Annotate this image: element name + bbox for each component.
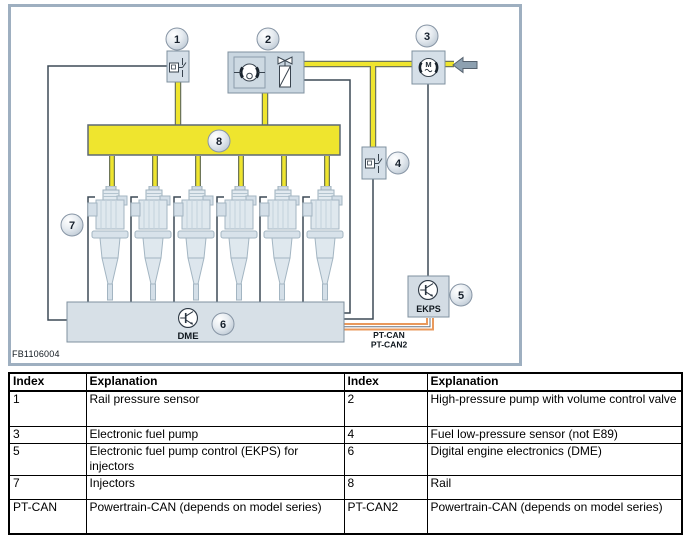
pt-can2-label: PT-CAN2 [370,339,408,350]
figure-code: FB1106004 [12,349,60,359]
table-cell: 6 [344,444,427,476]
table-cell: 3 [9,427,86,444]
header-explanation-left: Explanation [86,373,344,391]
callout-1 [166,28,188,50]
svg-text:5: 5 [457,290,465,302]
table-cell: 4 [344,427,427,444]
header-index-right: Index [344,373,427,391]
header-index-left: Index [9,373,86,391]
transistor-icon [179,309,198,328]
table-cell: Rail pressure sensor [86,391,344,427]
table-row [9,427,682,444]
volume-control-valve-icon [278,57,292,87]
callout-3 [416,25,438,47]
table-cell: Digital engine electronics (DME) [427,444,682,476]
table-cell: 1 [9,391,86,427]
rail-pressure-sensor-box [167,51,189,82]
callout-6 [212,313,234,335]
electric-motor-icon [420,59,438,77]
transistor-icon [419,281,438,300]
ekps-box [408,276,449,317]
motor-letter: M [425,60,432,69]
svg-text:1: 1 [173,34,181,46]
table-header-row [9,373,682,391]
table-cell: 7 [9,476,86,500]
fuel-low-pressure-sensor-box [362,147,386,179]
legend-table [8,372,683,535]
high-pressure-pump-box [228,52,304,93]
table-cell: Rail [427,476,682,500]
dme-box [67,302,344,342]
svg-text:2: 2 [264,34,272,46]
svg-text:3: 3 [423,31,431,43]
callout-4 [387,152,409,174]
table-cell: Powertrain-CAN (depends on model series) [86,500,344,535]
table-cell: PT-CAN2 [344,500,427,535]
pt-can-label: PT-CAN [373,330,405,340]
ekps-label: EKPS [416,304,441,314]
table-cell: High-pressure pump with volume control valve [427,391,682,427]
electronic-fuel-pump-box [412,51,445,84]
table-row [9,500,682,535]
callout-5 [450,284,472,306]
table-row [9,444,682,476]
table-cell: PT-CAN [9,500,86,535]
table-cell: 5 [9,444,86,476]
svg-text:7: 7 [68,220,76,232]
table-cell: 8 [344,476,427,500]
svg-text:8: 8 [215,136,223,148]
dme-label: DME [177,331,199,342]
callout-2 [257,28,279,50]
callout-7 [61,214,83,236]
table-row [9,391,682,427]
table-cell: Electronic fuel pump control (EKPS) for injectors [86,444,344,476]
table-cell: Electronic fuel pump [86,427,344,444]
table-cell: Powertrain-CAN (depends on model series) [427,500,682,535]
svg-text:6: 6 [219,319,227,331]
table-row [9,476,682,500]
callout-8 [208,130,230,152]
svg-text:4: 4 [394,158,402,170]
table-cell: 2 [344,391,427,427]
table-cell: Injectors [86,476,344,500]
header-explanation-right: Explanation [427,373,682,391]
table-cell: Fuel low-pressure sensor (not E89) [427,427,682,444]
